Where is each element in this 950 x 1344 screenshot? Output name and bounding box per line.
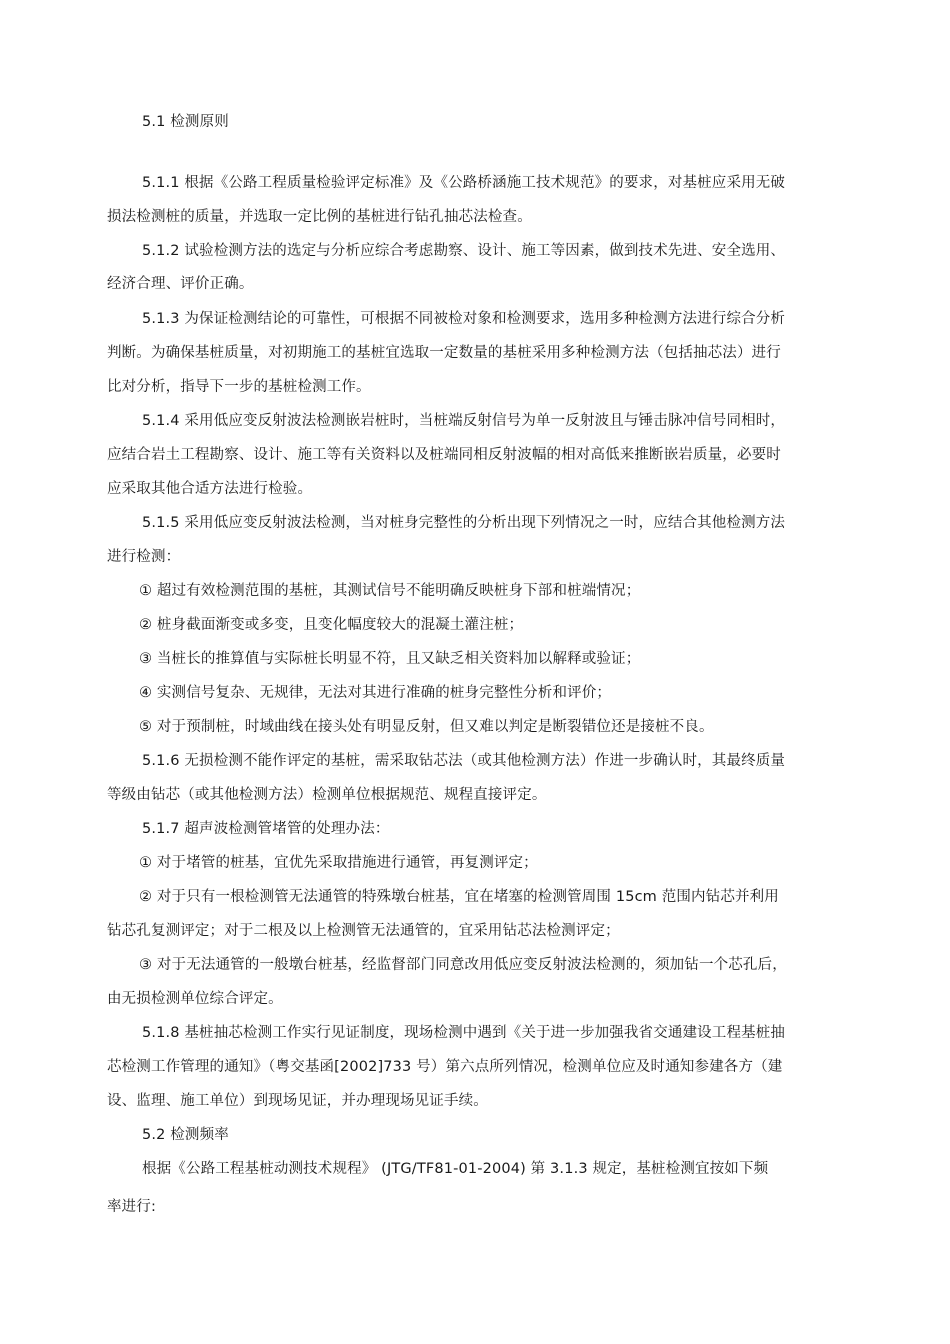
paragraph-line: 由无损检测单位综合评定。 xyxy=(107,991,283,1007)
paragraph-line: 经济合理、评价正确。 xyxy=(107,276,254,292)
paragraph-line: 率进行: xyxy=(107,1199,156,1215)
list-item: ④ 实测信号复杂、无规律，无法对其进行准确的桩身完整性分析和评价； xyxy=(139,685,612,701)
paragraph-line: 损法检测桩的质量，并选取一定比例的基桩进行钻孔抽芯法检查。 xyxy=(107,209,532,225)
paragraph-line: 判断。为确保基桩质量，对初期施工的基桩宜选取一定数量的基桩采用多种检测方法（包括抽芯法）进行 xyxy=(107,345,781,361)
paragraph-line: 比对分析，指导下一步的基桩检测工作。 xyxy=(107,379,371,395)
paragraph-line: 芯检测工作管理的通知》（粤交基函[2002]733 号）第六点所列情况，检测单位应及时通知参建各方（建 xyxy=(107,1059,783,1075)
paragraph-line: 5.1.8 基桩抽芯检测工作实行见证制度，现场检测中遇到《关于进一步加强我省交通建设工程基桩抽 xyxy=(142,1025,786,1041)
paragraph-line: 根据《公路工程基桩动测技术规程》 (JTG/TF81-01-2004) 第 3.1.3 规定，基桩检测宜按如下频 xyxy=(142,1161,769,1177)
list-item: ② 对于只有一根检测管无法通管的特殊墩台桩基，宜在堵塞的检测管周围 15cm 范围内钻芯并利用 xyxy=(139,889,779,905)
list-item: ② 桩身截面渐变或多变，且变化幅度较大的混凝土灌注桩； xyxy=(139,617,524,633)
section-heading-5-1: 5.1 检测原则 xyxy=(142,114,229,130)
list-item: ① 对于堵管的桩基，宜优先采取措施进行通管，再复测评定； xyxy=(139,855,538,871)
paragraph-line: 5.1.3 为保证检测结论的可靠性，可根据不同被检对象和检测要求，选用多种检测方法进行综合分析 xyxy=(142,311,786,327)
paragraph-line: 5.1.5 采用低应变反射波法检测，当对桩身完整性的分析出现下列情况之一时，应结合其他检测方法 xyxy=(142,515,786,531)
paragraph-line: 5.1.2 试验检测方法的选定与分析应综合考虑勘察、设计、施工等因素，做到技术先进、安全选用、 xyxy=(142,243,786,259)
paragraph-line: 5.1.7 超声波检测管堵管的处理办法： xyxy=(142,821,390,837)
paragraph-line: 钻芯孔复测评定；对于二根及以上检测管无法通管的，宜采用钻芯法检测评定； xyxy=(107,923,620,939)
list-item: ① 超过有效检测范围的基桩，其测试信号不能明确反映桩身下部和桩端情况； xyxy=(139,583,641,599)
paragraph-line: 设、监理、施工单位）到现场见证，并办理现场见证手续。 xyxy=(107,1093,488,1109)
paragraph-line: 5.1.4 采用低应变反射波法检测嵌岩桩时，当桩端反射信号为单一反射波且与锤击脉冲信号同相时， xyxy=(142,413,786,429)
list-item: ③ 当桩长的推算值与实际桩长明显不符，且又缺乏相关资料加以解释或验证； xyxy=(139,651,641,667)
paragraph-line: 应结合岩土工程勘察、设计、施工等有关资料以及桩端同相反射波幅的相对高低来推断嵌岩质量，必要时 xyxy=(107,447,781,463)
paragraph-line: 应采取其他合适方法进行检验。 xyxy=(107,481,313,497)
list-item: ⑤ 对于预制桩，时域曲线在接头处有明显反射，但又难以判定是断裂错位还是接桩不良。 xyxy=(139,719,714,735)
list-item: ③ 对于无法通管的一般墩台桩基，经监督部门同意改用低应变反射波法检测的，须加钻一个芯孔后， xyxy=(139,957,787,973)
section-heading-5-2: 5.2 检测频率 xyxy=(142,1127,229,1143)
paragraph-line: 等级由钻芯（或其他检测方法）检测单位根据规范、规程直接评定。 xyxy=(107,787,547,803)
paragraph-line: 5.1.6 无损检测不能作评定的基桩，需采取钻芯法（或其他检测方法）作进一步确认时，其最终质量 xyxy=(142,753,786,769)
paragraph-line: 进行检测： xyxy=(107,549,181,565)
paragraph-line: 5.1.1 根据《公路工程质量检验评定标准》及《公路桥涵施工技术规范》的要求，对基桩应采用无破 xyxy=(142,175,786,191)
